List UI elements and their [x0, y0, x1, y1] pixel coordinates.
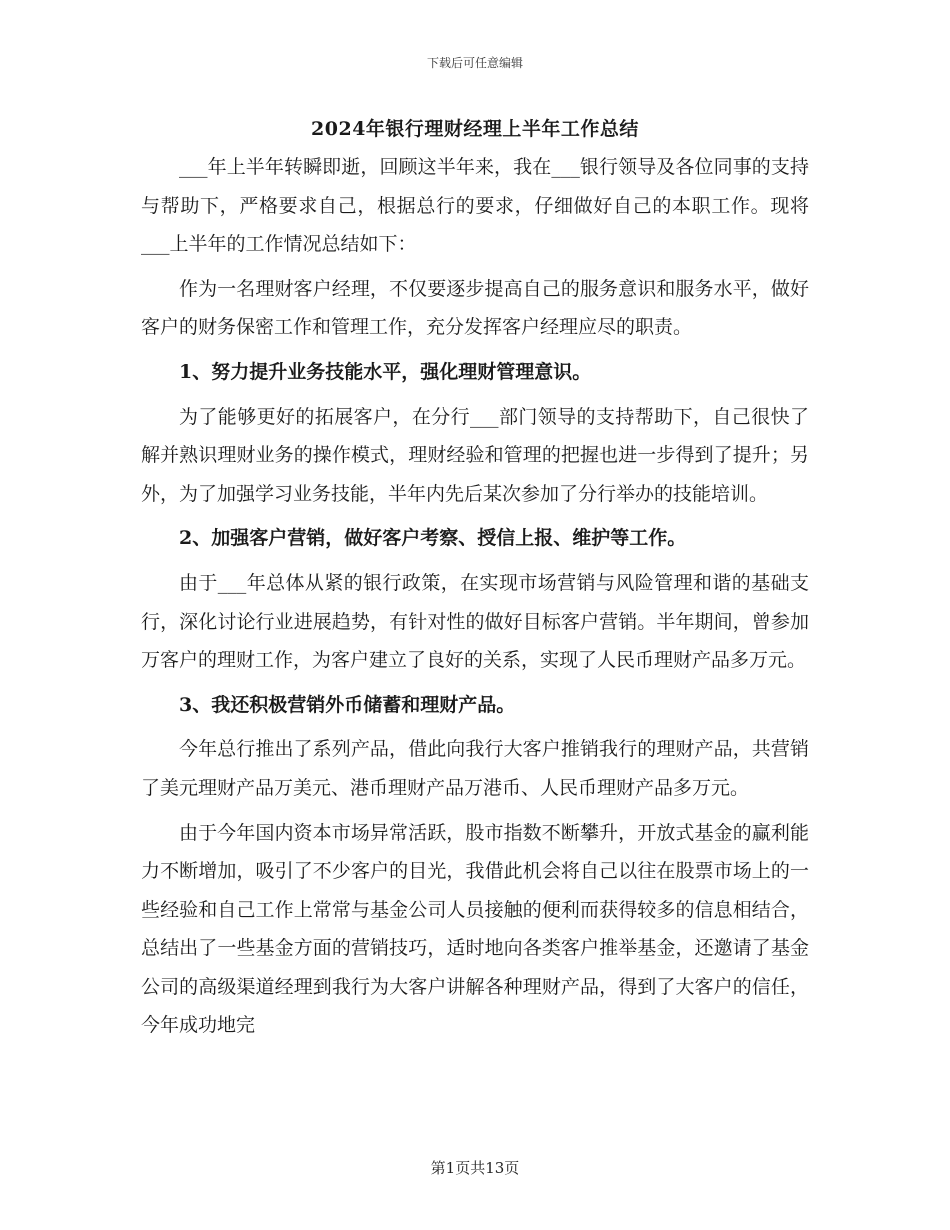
paragraph-section-3a: 今年总行推出了系列产品，借此向我行大客户推销我行的理财产品，共营销了美元理财产品万美元、港币理财产品万港币、人民币理财产品多万元。	[141, 738, 809, 799]
document-body	[141, 148, 809, 1045]
document-title: 2024年银行理财经理上半年工作总结	[311, 118, 639, 140]
header-note: 下载后可任意编辑	[426, 56, 523, 70]
page-number-footer: 第1页共13页	[430, 1159, 520, 1177]
paragraph-section-3b: 由于今年国内资本市场异常活跃，股市指数不断攀升，开放式基金的赢利能力不断增加，吸引了不少客户的目光，我借此机会将自己以往在股票市场上的一些经验和自己工作上常常与基金公司人员接触的便利而获得较多的信息相结合，总结出了一些基金方面的营销技巧，适时地向各类客户推举基金，还邀请了基金公司的高级渠道经理到我行为大客户讲解各种理财产品，得到了大客户的信任，今年成功地完	[141, 821, 809, 1037]
paragraph-section-2: 由于___年总体从紧的银行政策，在实现市场营销与风险管理和谐的基础支行，深化讨论行业进展趋势，有针对性的做好目标客户营销。半年期间，曾参加万客户的理财工作，为客户建立了良好的关系，实现了人民币理财产品多万元。	[141, 571, 809, 672]
section-heading-2: 2、加强客户营销，做好客户考察、授信上报、维护等工作。	[179, 527, 687, 550]
paragraph-section-1: 为了能够更好的拓展客户，在分行___部门领导的支持帮助下，自己很快了解并熟识理财业务的操作模式，理财经验和管理的把握也进一步得到了提升；另外，为了加强学习业务技能，半年内先后某次参加了分行举办的技能培训。	[141, 405, 809, 505]
paragraph-intro: ___年上半年转瞬即逝，回顾这半年来，我在___银行领导及各位同事的支持与帮助下，严格要求自己，根据总行的要求，仔细做好自己的本职工作。现将___上半年的工作情况总结如下：	[141, 156, 809, 256]
section-heading-3: 3、我还积极营销外币储蓄和理财产品。	[179, 693, 516, 716]
section-heading-1: 1、努力提升业务技能水平，强化理财管理意识。	[179, 360, 592, 383]
paragraph-role: 作为一名理财客户经理，不仅要逐步提高自己的服务意识和服务水平，做好客户的财务保密工作和管理工作，充分发挥客户经理应尽的职责。	[141, 277, 809, 339]
